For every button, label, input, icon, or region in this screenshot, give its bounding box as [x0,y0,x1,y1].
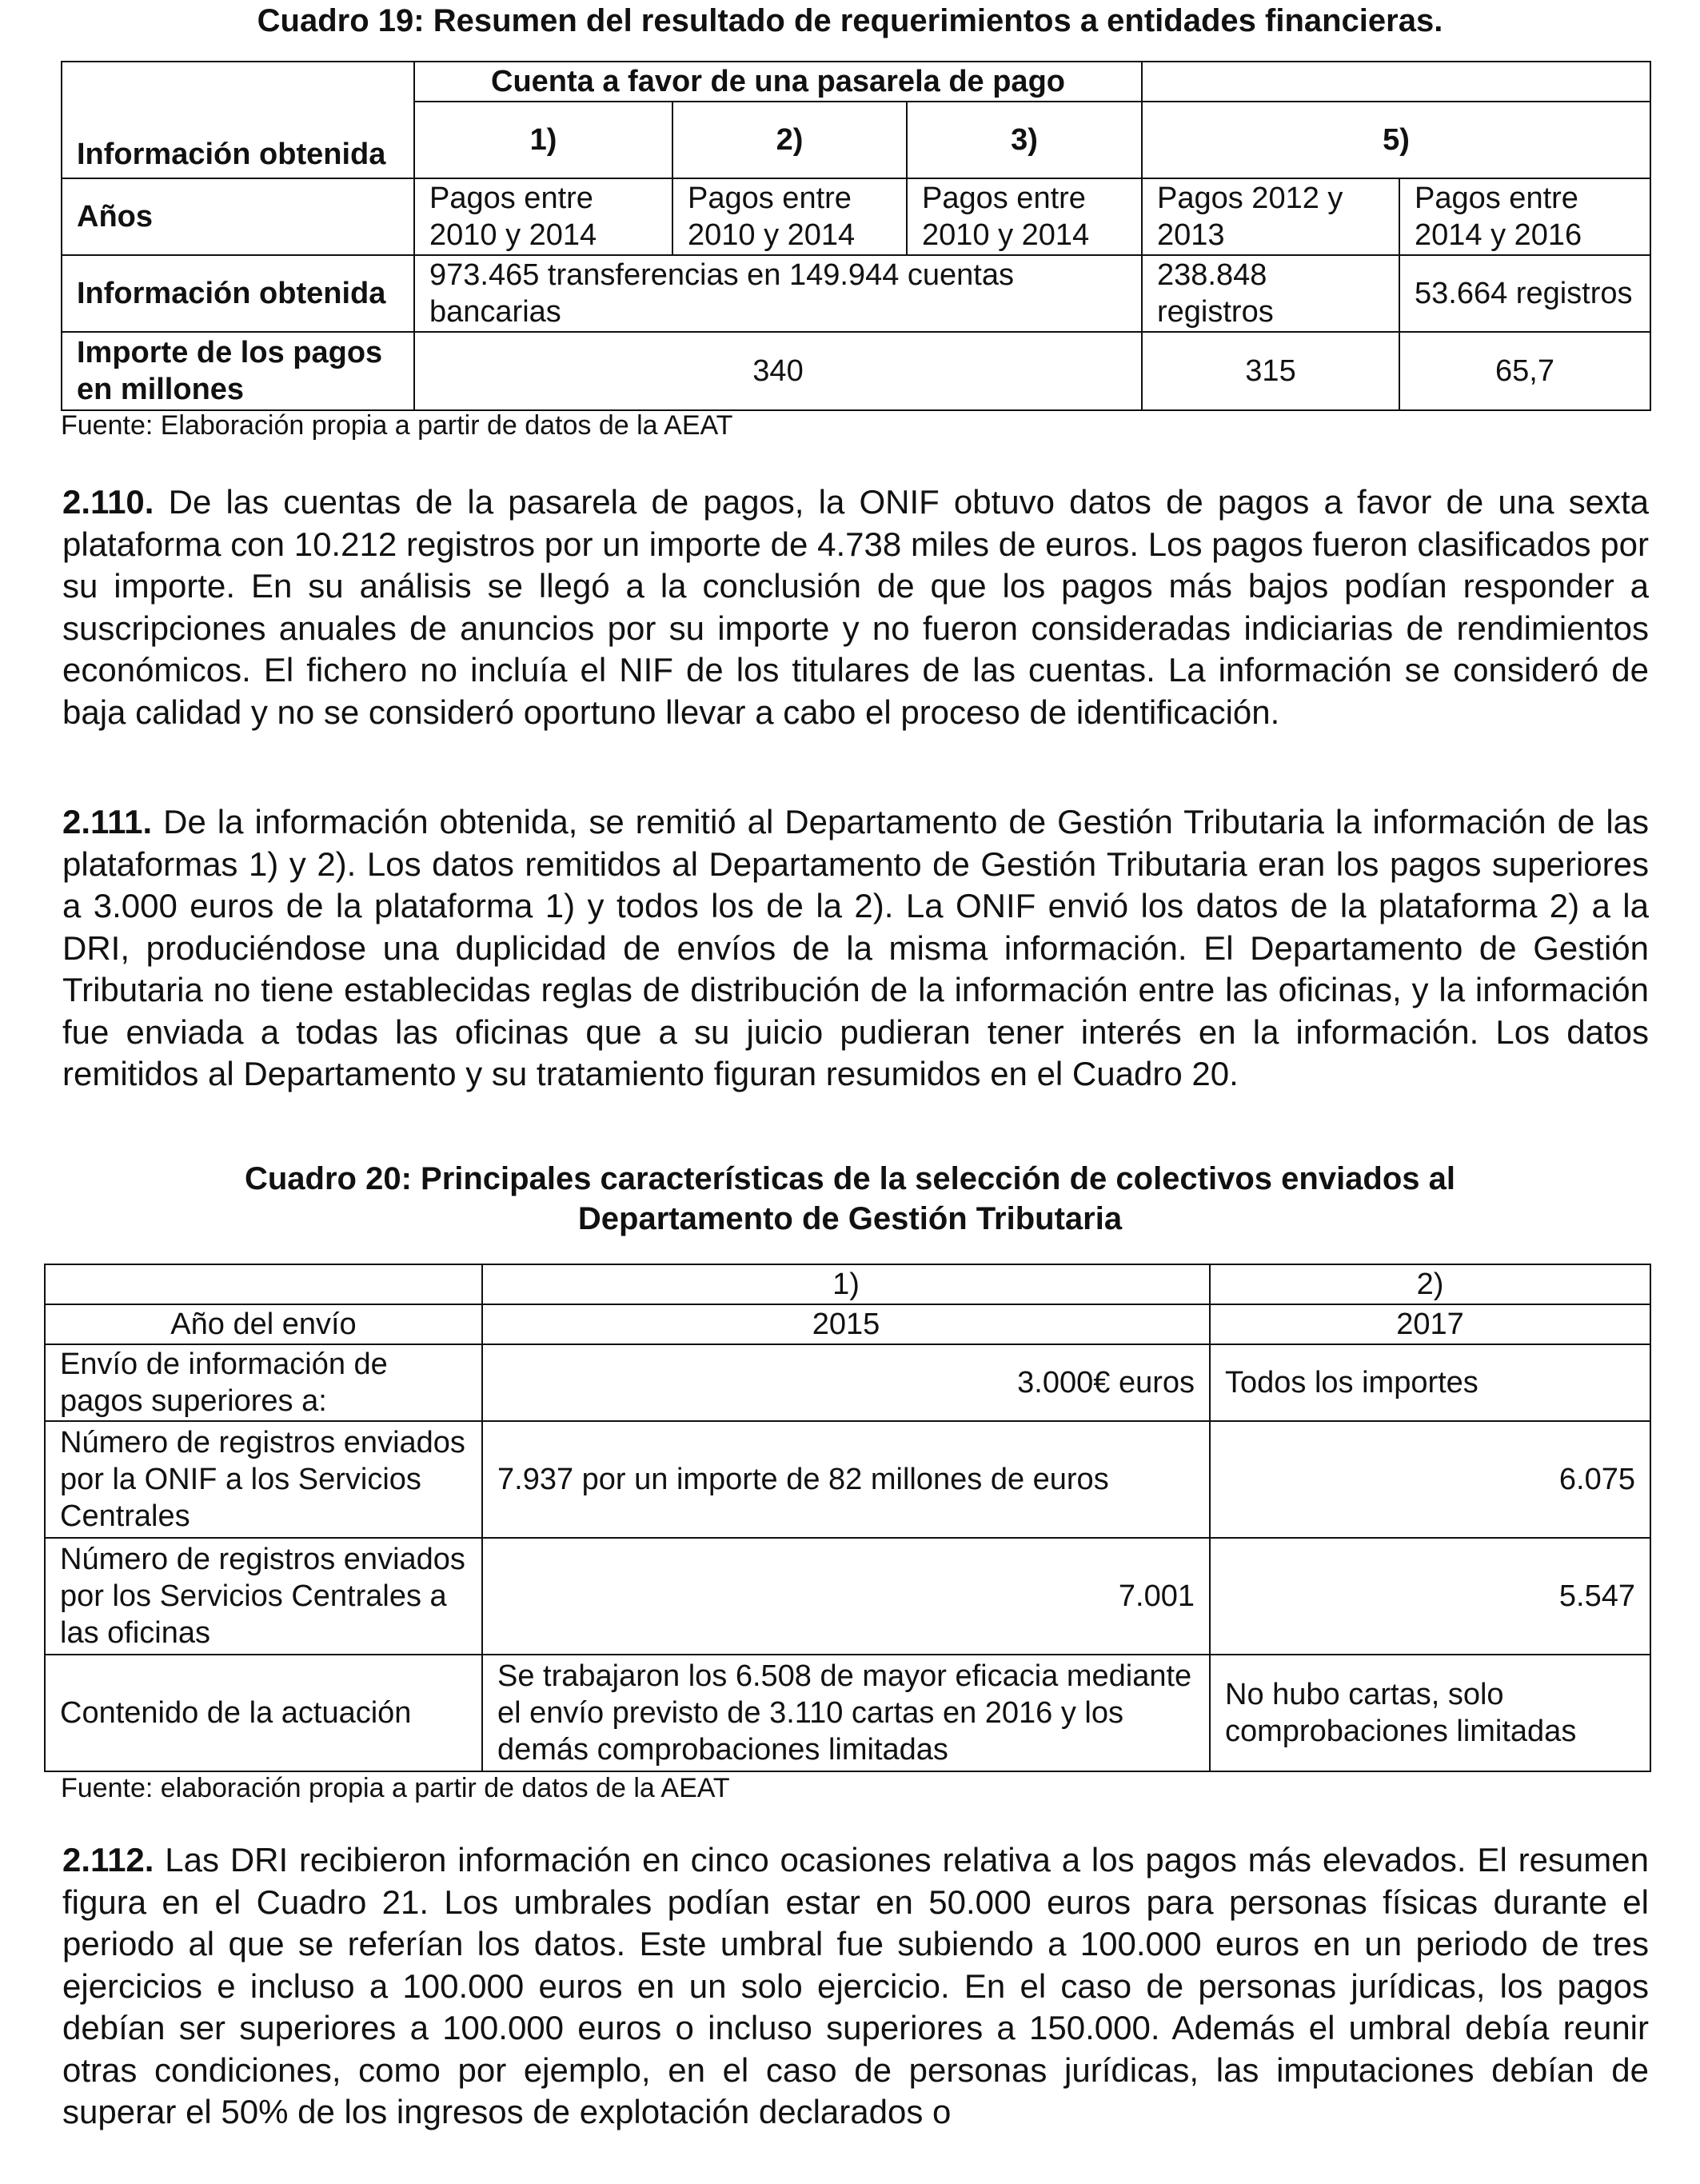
paragraph-2-111 [62,801,1649,1096]
cuadro19-years-1: Pagos entre 2010 y 2014 [414,178,672,255]
cuadro19-group-header: Cuenta a favor de una pasarela de pago [414,62,1142,102]
cuadro20-year-1: 2015 [482,1304,1210,1344]
cuadro19-row-amount-label: Importe de los pagos en millones [62,332,414,410]
cuadro19-col-2: 2) [672,102,907,178]
cuadro19-col-3: 3) [907,102,1142,178]
cuadro19-amount-5a: 315 [1142,332,1399,410]
cuadro20-year-2: 2017 [1210,1304,1650,1344]
cuadro20-sc-2: 5.547 [1210,1538,1650,1655]
cuadro20-col-1: 1) [482,1264,1210,1304]
cuadro19-col-5: 5) [1142,102,1650,178]
paragraph-2-112 [62,1839,1649,2134]
cuadro20-title-line2: Departamento de Gestión Tributaria [577,1201,1123,1236]
cuadro19-years-2: Pagos entre 2010 y 2014 [672,178,907,255]
cuadro19-info-1-3: 973.465 transferencias en 149.944 cuentas bancarias [414,255,1142,332]
cuadro20-action-2: No hubo cartas, solo comprobaciones limitadas [1210,1655,1650,1771]
paragraph-2-110 [62,481,1649,733]
cuadro20-threshold-2: Todos los importes [1210,1344,1650,1421]
paragraph-text: De la información obtenida, se remitió al Departamento de Gestión Tributaria la información de las plataformas 1) y 2). Los datos remitidos al Departamento de Gestión Tributaria eran los pagos superiores a 3.000 euros de la plataforma 1) y todos los de la 2). La ONIF envió los datos de la plataforma 2) a la DRI, produciéndose una duplicidad de envíos de la misma información. El Departamento de Gestión Tributaria no tiene establecidas reglas de distribución de la información entre las oficinas, y la información fue enviada a todas las oficinas que a su juicio pudieran tener interés en la información. Los datos remitidos al Departamento y su tratamiento figuran resumidos en el Cuadro 20. [62,803,1650,1092]
paragraph-number: 2.112. [62,1841,154,1879]
cuadro20-table [44,1264,1651,1772]
cuadro20-sc-1: 7.001 [482,1538,1210,1655]
cuadro20-row-onif-label: Número de registros enviados por la ONIF a los Servicios Centrales [45,1421,482,1538]
paragraph-text: Las DRI recibieron información en cinco ocasiones relativa a los pagos más elevados. El resumen figura en el Cuadro 21. Los umbrales podían estar en 50.000 euros para personas físicas durante el periodo al que se referían los datos. Este umbral fue subiendo a 100.000 euros en un periodo de tres ejercicios e incluso a 100.000 euros en un solo ejercicio. En el caso de personas jurídicas, los pagos debían ser superiores a 100.000 euros o incluso superiores a 150.000. Además el umbral debía reunir otras condiciones, como por ejemplo, en el caso de personas jurídicas, las imputaciones debían de superar el 50% de los ingresos de explotación declarados o [62,1841,1649,2130]
cuadro19-row-info-label: Información obtenida [62,255,414,332]
cuadro20-onif-1: 7.937 por un importe de 82 millones de euros [482,1421,1210,1538]
cuadro19-years-3: Pagos entre 2010 y 2014 [907,178,1142,255]
cuadro20-row-action-label: Contenido de la actuación [45,1655,482,1771]
cuadro19-years-5a: Pagos 2012 y 2013 [1142,178,1399,255]
cuadro20-threshold-1: 3.000€ euros [482,1344,1210,1421]
cuadro19-row-years-label: Años [62,178,414,255]
cuadro20-source: Fuente: elaboración propia a partir de datos de la AEAT [61,1773,730,1803]
cuadro20-row-year-label: Año del envío [45,1304,482,1344]
cuadro19-title: Cuadro 19: Resumen del resultado de requerimientos a entidades financieras. [257,3,1443,38]
cuadro20-title-line1: Cuadro 20: Principales características de la selección de colectivos enviados al [244,1161,1456,1196]
cuadro19-col-1: 1) [414,102,672,178]
paragraph-number: 2.111. [62,803,153,840]
cuadro19-header-info: Información obtenida [62,62,414,178]
cuadro19-years-5b: Pagos entre 2014 y 2016 [1399,178,1650,255]
cuadro20-action-1: Se trabajaron los 6.508 de mayor eficacia mediante el envío previsto de 3.110 cartas en 2016 y los demás comprobaciones limitadas [482,1655,1210,1771]
cuadro19-info-5a: 238.848 registros [1142,255,1399,332]
cuadro19-source: Fuente: Elaboración propia a partir de datos de la AEAT [61,410,733,441]
cuadro19-info-5b: 53.664 registros [1399,255,1650,332]
cuadro20-onif-2: 6.075 [1210,1421,1650,1538]
cuadro19-table [61,61,1651,411]
cuadro20-row-sc-label: Número de registros enviados por los Servicios Centrales a las oficinas [45,1538,482,1655]
cuadro20-row-threshold-label: Envío de información de pagos superiores a: [45,1344,482,1421]
cuadro20-empty-cell [45,1264,482,1304]
paragraph-text: De las cuentas de la pasarela de pagos, la ONIF obtuvo datos de pagos a favor de una sexta plataforma con 10.212 registros por un importe de 4.738 miles de euros. Los pagos fueron clasificados por su importe. En su análisis se llegó a la conclusión de que los pagos más bajos podían responder a suscripciones anuales de anuncios por su importe y no fueron consideradas indiciarias de rendimientos económicos. El fichero no incluía el NIF de los titulares de las cuentas. La información se consideró de baja calidad y no se consideró oportuno llevar a cabo el proceso de identificación. [62,483,1650,731]
cuadro19-amount-5b: 65,7 [1399,332,1650,410]
paragraph-number: 2.110. [62,483,154,521]
cuadro20-col-2: 2) [1210,1264,1650,1304]
cuadro19-empty-cell [1142,62,1650,102]
cuadro19-amount-1-3: 340 [414,332,1142,410]
